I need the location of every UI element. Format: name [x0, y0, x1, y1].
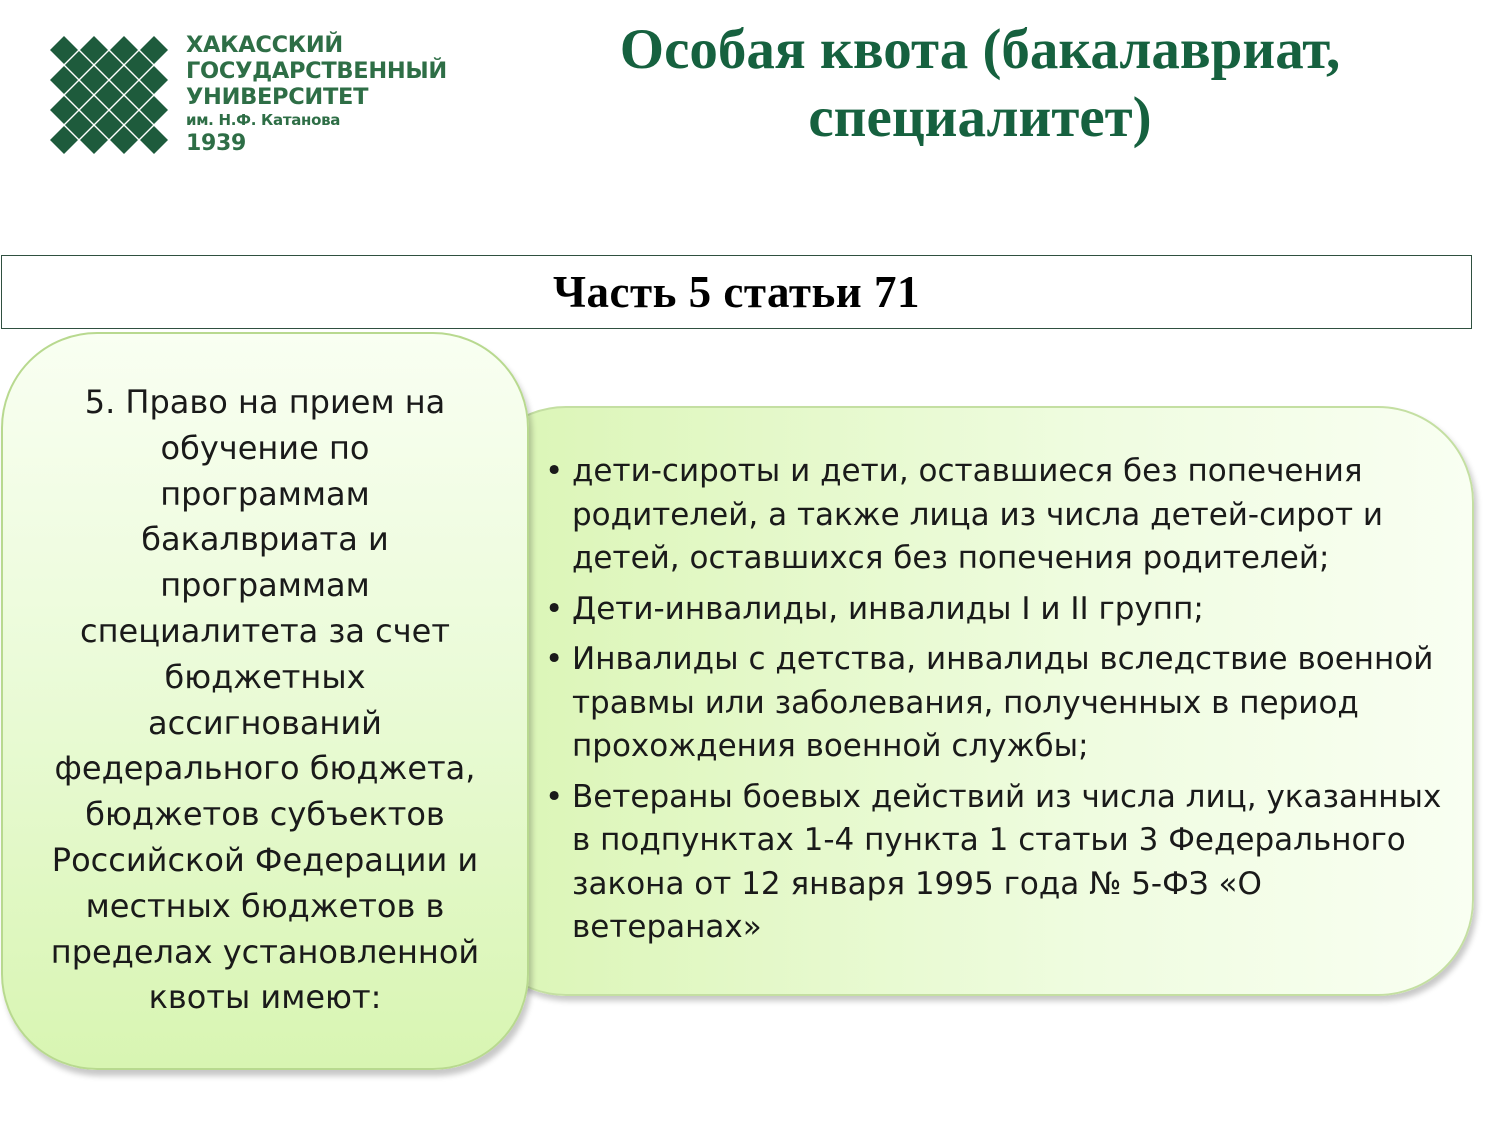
- logo-name-line-3: УНИВЕРСИТЕТ: [186, 84, 369, 110]
- part-header-bar: [1, 255, 1472, 329]
- part-title: Часть 5 статьи 71: [553, 267, 920, 317]
- right-to-admission-text: 5. Право на прием на обучение по программам бакалвриата и программам специалитета за счет бюджетных ассигнований федерального бюджета, бюджетов субъектов Российской Федерации и местных бюджетов в пределах установленной квоты имеют:: [50, 383, 480, 1017]
- category-item-military-disabled: • Инвалиды с детства, инвалиды вследствие военной травмы или заболевания, полученных в период прохождения военной службы;: [545, 638, 1445, 769]
- university-logo: [48, 34, 468, 160]
- logo-name-line-4: им. Н.Ф. Катанова: [186, 111, 341, 129]
- page-title: Особая квота (бакалавриат, специалитет): [619, 18, 1341, 149]
- logo-name-line-1: ХАКАССКИЙ: [186, 32, 343, 58]
- logo-text: [186, 34, 447, 157]
- category-item-disabled-children: • Дети-инвалиды, инвалиды I и II групп;: [545, 588, 1445, 632]
- diamond-lattice-icon: [48, 34, 170, 156]
- category-item-combat-veterans: • Ветераны боевых действий из числа лиц, указанных в подпунктах 1-4 пункта 1 статьи 3 Федерального закона от 12 января 1995 года № 5-ФЗ «О ветеранах»: [545, 776, 1445, 950]
- logo-year: 1939: [186, 131, 247, 156]
- logo-name-line-2: ГОСУДАРСТВЕННЫЙ: [186, 58, 447, 84]
- category-item-orphans: • дети-сироты и дети, оставшиеся без попечения родителей, а также лица из числа детей-сирот и детей, оставшихся без попечения родителей;: [545, 450, 1445, 581]
- categories-list: [545, 450, 1445, 957]
